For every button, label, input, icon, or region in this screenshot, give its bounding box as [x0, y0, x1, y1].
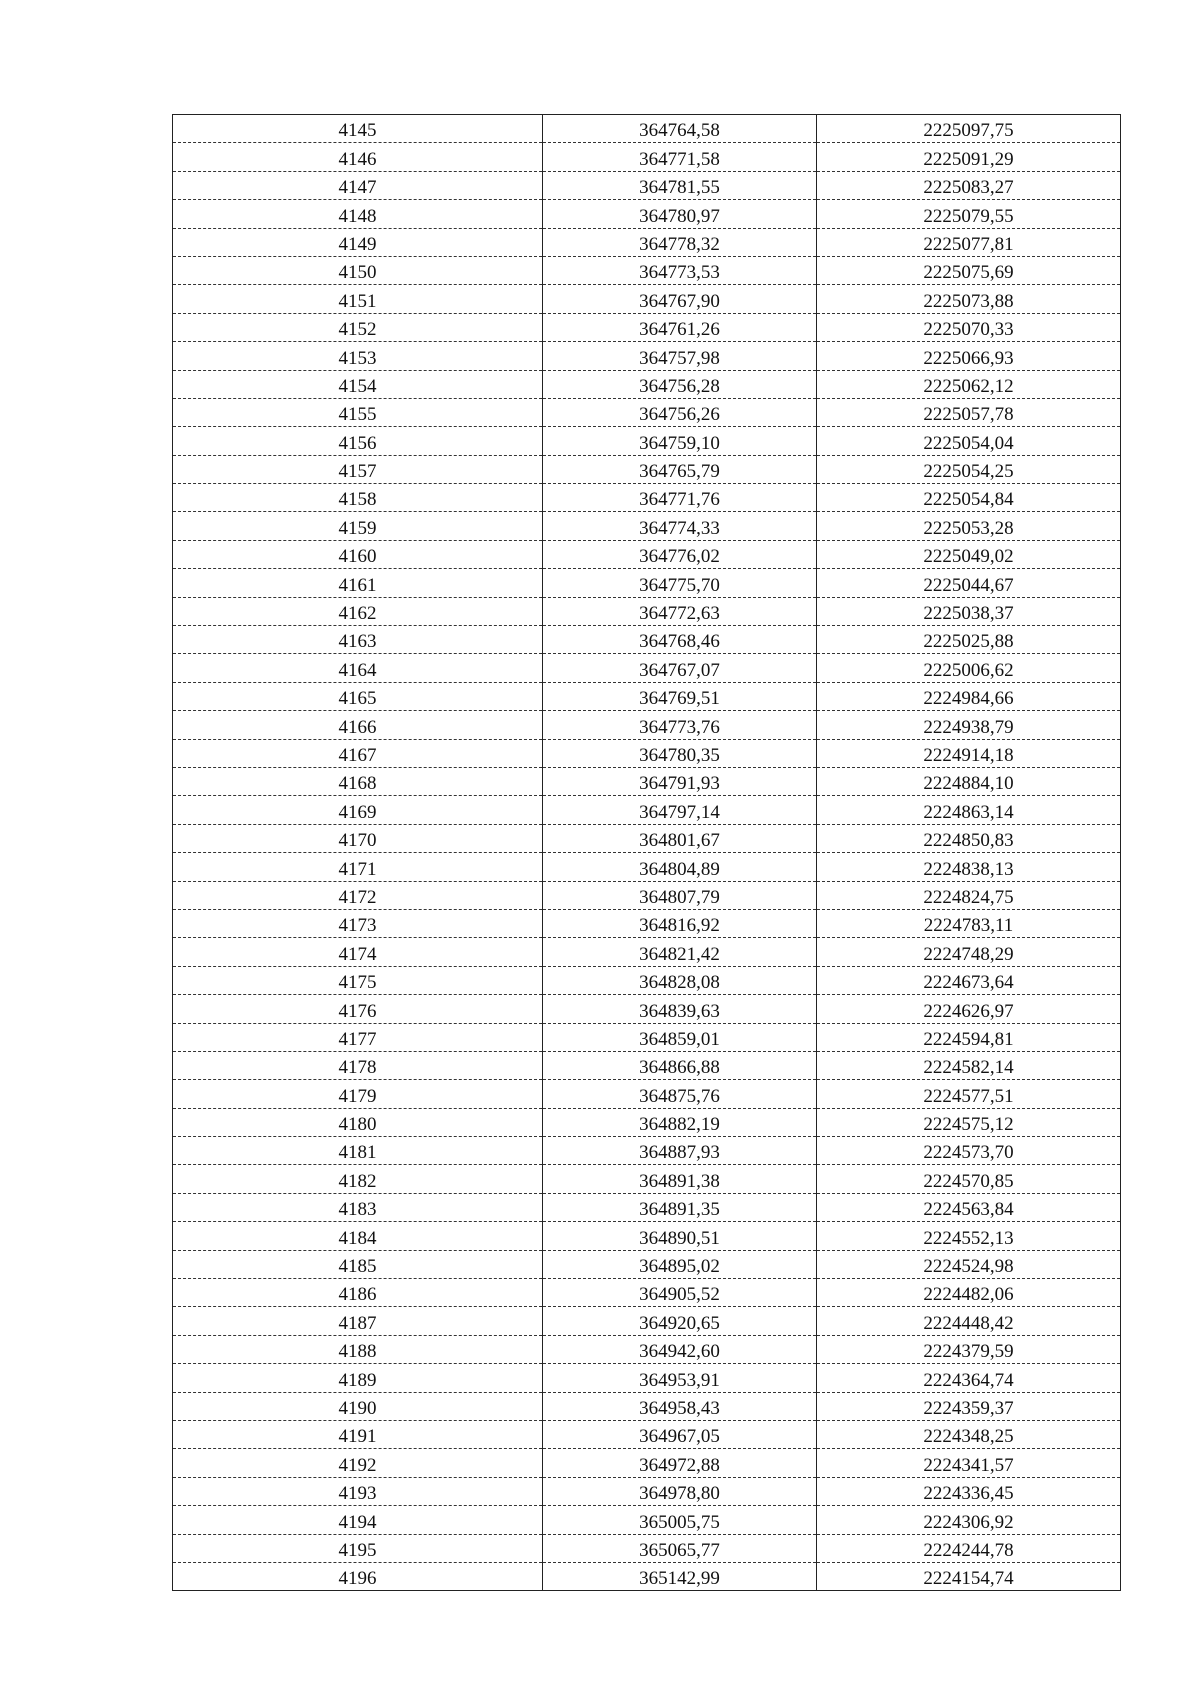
point-number-cell: 4188 — [173, 1335, 543, 1363]
y-coordinate-cell: 2225054,84 — [817, 484, 1121, 512]
point-number-cell: 4159 — [173, 512, 543, 540]
table-row — [173, 1279, 1121, 1307]
point-number-cell: 4190 — [173, 1392, 543, 1420]
table-row — [173, 285, 1121, 313]
y-coordinate-cell: 2224850,83 — [817, 824, 1121, 852]
point-number-cell: 4183 — [173, 1193, 543, 1221]
coordinates-table — [172, 114, 1121, 1591]
x-coordinate-cell: 365142,99 — [543, 1562, 817, 1590]
x-coordinate-cell: 364756,28 — [543, 370, 817, 398]
table-row — [173, 881, 1121, 909]
x-coordinate-cell: 364768,46 — [543, 626, 817, 654]
point-number-cell: 4182 — [173, 1165, 543, 1193]
x-coordinate-cell: 364816,92 — [543, 909, 817, 937]
point-number-cell: 4193 — [173, 1477, 543, 1505]
point-number-cell: 4164 — [173, 654, 543, 682]
x-coordinate-cell: 364887,93 — [543, 1137, 817, 1165]
table-row — [173, 995, 1121, 1023]
y-coordinate-cell: 2225053,28 — [817, 512, 1121, 540]
y-coordinate-cell: 2224552,13 — [817, 1222, 1121, 1250]
y-coordinate-cell: 2225091,29 — [817, 143, 1121, 171]
y-coordinate-cell: 2224482,06 — [817, 1279, 1121, 1307]
y-coordinate-cell: 2224364,74 — [817, 1364, 1121, 1392]
y-coordinate-cell: 2224348,25 — [817, 1420, 1121, 1448]
y-coordinate-cell: 2224824,75 — [817, 881, 1121, 909]
y-coordinate-cell: 2224838,13 — [817, 853, 1121, 881]
table-row — [173, 427, 1121, 455]
y-coordinate-cell: 2224575,12 — [817, 1108, 1121, 1136]
point-number-cell: 4180 — [173, 1108, 543, 1136]
table-row — [173, 1420, 1121, 1448]
table-row — [173, 1449, 1121, 1477]
table-row — [173, 569, 1121, 597]
y-coordinate-cell: 2224359,37 — [817, 1392, 1121, 1420]
y-coordinate-cell: 2225038,37 — [817, 597, 1121, 625]
y-coordinate-cell: 2224563,84 — [817, 1193, 1121, 1221]
y-coordinate-cell: 2224748,29 — [817, 938, 1121, 966]
x-coordinate-cell: 364801,67 — [543, 824, 817, 852]
table-row — [173, 540, 1121, 568]
table-row — [173, 767, 1121, 795]
y-coordinate-cell: 2224341,57 — [817, 1449, 1121, 1477]
x-coordinate-cell: 364807,79 — [543, 881, 817, 909]
point-number-cell: 4184 — [173, 1222, 543, 1250]
y-coordinate-cell: 2225057,78 — [817, 398, 1121, 426]
table-row — [173, 228, 1121, 256]
point-number-cell: 4185 — [173, 1250, 543, 1278]
point-number-cell: 4158 — [173, 484, 543, 512]
table-row — [173, 1335, 1121, 1363]
point-number-cell: 4181 — [173, 1137, 543, 1165]
y-coordinate-cell: 2225073,88 — [817, 285, 1121, 313]
point-number-cell: 4152 — [173, 313, 543, 341]
x-coordinate-cell: 364942,60 — [543, 1335, 817, 1363]
y-coordinate-cell: 2224673,64 — [817, 966, 1121, 994]
x-coordinate-cell: 364773,53 — [543, 256, 817, 284]
y-coordinate-cell: 2225066,93 — [817, 342, 1121, 370]
point-number-cell: 4151 — [173, 285, 543, 313]
y-coordinate-cell: 2224938,79 — [817, 711, 1121, 739]
coordinates-table-body — [173, 115, 1121, 1591]
y-coordinate-cell: 2224914,18 — [817, 739, 1121, 767]
x-coordinate-cell: 364920,65 — [543, 1307, 817, 1335]
point-number-cell: 4154 — [173, 370, 543, 398]
point-number-cell: 4194 — [173, 1506, 543, 1534]
point-number-cell: 4145 — [173, 115, 543, 143]
point-number-cell: 4169 — [173, 796, 543, 824]
point-number-cell: 4149 — [173, 228, 543, 256]
x-coordinate-cell: 364761,26 — [543, 313, 817, 341]
y-coordinate-cell: 2224884,10 — [817, 767, 1121, 795]
table-row — [173, 115, 1121, 143]
y-coordinate-cell: 2225054,04 — [817, 427, 1121, 455]
point-number-cell: 4166 — [173, 711, 543, 739]
table-row — [173, 1392, 1121, 1420]
point-number-cell: 4195 — [173, 1534, 543, 1562]
x-coordinate-cell: 364773,76 — [543, 711, 817, 739]
table-row — [173, 1165, 1121, 1193]
x-coordinate-cell: 364767,90 — [543, 285, 817, 313]
y-coordinate-cell: 2224582,14 — [817, 1051, 1121, 1079]
point-number-cell: 4191 — [173, 1420, 543, 1448]
x-coordinate-cell: 364859,01 — [543, 1023, 817, 1051]
x-coordinate-cell: 364767,07 — [543, 654, 817, 682]
y-coordinate-cell: 2224594,81 — [817, 1023, 1121, 1051]
x-coordinate-cell: 364866,88 — [543, 1051, 817, 1079]
x-coordinate-cell: 364780,35 — [543, 739, 817, 767]
table-row — [173, 1477, 1121, 1505]
table-row — [173, 597, 1121, 625]
x-coordinate-cell: 364978,80 — [543, 1477, 817, 1505]
point-number-cell: 4174 — [173, 938, 543, 966]
table-row — [173, 1222, 1121, 1250]
y-coordinate-cell: 2224524,98 — [817, 1250, 1121, 1278]
y-coordinate-cell: 2225054,25 — [817, 455, 1121, 483]
point-number-cell: 4156 — [173, 427, 543, 455]
table-row — [173, 1562, 1121, 1590]
table-row — [173, 1023, 1121, 1051]
table-row — [173, 1250, 1121, 1278]
point-number-cell: 4153 — [173, 342, 543, 370]
point-number-cell: 4196 — [173, 1562, 543, 1590]
table-row — [173, 909, 1121, 937]
point-number-cell: 4155 — [173, 398, 543, 426]
y-coordinate-cell: 2224570,85 — [817, 1165, 1121, 1193]
point-number-cell: 4160 — [173, 540, 543, 568]
x-coordinate-cell: 364778,32 — [543, 228, 817, 256]
point-number-cell: 4171 — [173, 853, 543, 881]
x-coordinate-cell: 364875,76 — [543, 1080, 817, 1108]
table-row — [173, 1137, 1121, 1165]
point-number-cell: 4189 — [173, 1364, 543, 1392]
y-coordinate-cell: 2224244,78 — [817, 1534, 1121, 1562]
x-coordinate-cell: 364756,26 — [543, 398, 817, 426]
x-coordinate-cell: 364797,14 — [543, 796, 817, 824]
table-row — [173, 455, 1121, 483]
x-coordinate-cell: 364958,43 — [543, 1392, 817, 1420]
table-row — [173, 1108, 1121, 1136]
x-coordinate-cell: 364895,02 — [543, 1250, 817, 1278]
table-row — [173, 398, 1121, 426]
table-row — [173, 853, 1121, 881]
table-row — [173, 682, 1121, 710]
x-coordinate-cell: 364780,97 — [543, 200, 817, 228]
point-number-cell: 4192 — [173, 1449, 543, 1477]
y-coordinate-cell: 2224306,92 — [817, 1506, 1121, 1534]
point-number-cell: 4150 — [173, 256, 543, 284]
point-number-cell: 4173 — [173, 909, 543, 937]
point-number-cell: 4176 — [173, 995, 543, 1023]
table-row — [173, 313, 1121, 341]
table-row — [173, 256, 1121, 284]
table-row — [173, 966, 1121, 994]
y-coordinate-cell: 2225097,75 — [817, 115, 1121, 143]
y-coordinate-cell: 2224626,97 — [817, 995, 1121, 1023]
x-coordinate-cell: 364839,63 — [543, 995, 817, 1023]
x-coordinate-cell: 364890,51 — [543, 1222, 817, 1250]
table-row — [173, 626, 1121, 654]
y-coordinate-cell: 2225077,81 — [817, 228, 1121, 256]
y-coordinate-cell: 2225006,62 — [817, 654, 1121, 682]
point-number-cell: 4147 — [173, 171, 543, 199]
x-coordinate-cell: 364781,55 — [543, 171, 817, 199]
y-coordinate-cell: 2225083,27 — [817, 171, 1121, 199]
y-coordinate-cell: 2224336,45 — [817, 1477, 1121, 1505]
x-coordinate-cell: 364828,08 — [543, 966, 817, 994]
x-coordinate-cell: 364905,52 — [543, 1279, 817, 1307]
table-row — [173, 796, 1121, 824]
x-coordinate-cell: 364891,38 — [543, 1165, 817, 1193]
x-coordinate-cell: 364771,58 — [543, 143, 817, 171]
table-row — [173, 171, 1121, 199]
y-coordinate-cell: 2224577,51 — [817, 1080, 1121, 1108]
y-coordinate-cell: 2225070,33 — [817, 313, 1121, 341]
y-coordinate-cell: 2224573,70 — [817, 1137, 1121, 1165]
table-row — [173, 711, 1121, 739]
point-number-cell: 4146 — [173, 143, 543, 171]
x-coordinate-cell: 364972,88 — [543, 1449, 817, 1477]
x-coordinate-cell: 364774,33 — [543, 512, 817, 540]
x-coordinate-cell: 365065,77 — [543, 1534, 817, 1562]
point-number-cell: 4162 — [173, 597, 543, 625]
table-row — [173, 1080, 1121, 1108]
point-number-cell: 4186 — [173, 1279, 543, 1307]
y-coordinate-cell: 2224863,14 — [817, 796, 1121, 824]
table-row — [173, 370, 1121, 398]
point-number-cell: 4179 — [173, 1080, 543, 1108]
point-number-cell: 4178 — [173, 1051, 543, 1079]
y-coordinate-cell: 2224379,59 — [817, 1335, 1121, 1363]
y-coordinate-cell: 2224448,42 — [817, 1307, 1121, 1335]
table-row — [173, 1364, 1121, 1392]
x-coordinate-cell: 364791,93 — [543, 767, 817, 795]
y-coordinate-cell: 2224783,11 — [817, 909, 1121, 937]
point-number-cell: 4161 — [173, 569, 543, 597]
x-coordinate-cell: 364757,98 — [543, 342, 817, 370]
x-coordinate-cell: 364967,05 — [543, 1420, 817, 1448]
table-row — [173, 824, 1121, 852]
table-row — [173, 512, 1121, 540]
table-row — [173, 1534, 1121, 1562]
x-coordinate-cell: 364804,89 — [543, 853, 817, 881]
y-coordinate-cell: 2225025,88 — [817, 626, 1121, 654]
table-row — [173, 654, 1121, 682]
x-coordinate-cell: 364953,91 — [543, 1364, 817, 1392]
x-coordinate-cell: 364759,10 — [543, 427, 817, 455]
table-row — [173, 1051, 1121, 1079]
x-coordinate-cell: 364821,42 — [543, 938, 817, 966]
point-number-cell: 4165 — [173, 682, 543, 710]
x-coordinate-cell: 364772,63 — [543, 597, 817, 625]
x-coordinate-cell: 364891,35 — [543, 1193, 817, 1221]
table-row — [173, 938, 1121, 966]
point-number-cell: 4175 — [173, 966, 543, 994]
y-coordinate-cell: 2225049,02 — [817, 540, 1121, 568]
table-row — [173, 484, 1121, 512]
y-coordinate-cell: 2224154,74 — [817, 1562, 1121, 1590]
x-coordinate-cell: 364776,02 — [543, 540, 817, 568]
x-coordinate-cell: 364775,70 — [543, 569, 817, 597]
x-coordinate-cell: 364764,58 — [543, 115, 817, 143]
table-row — [173, 739, 1121, 767]
x-coordinate-cell: 364882,19 — [543, 1108, 817, 1136]
x-coordinate-cell: 364765,79 — [543, 455, 817, 483]
point-number-cell: 4177 — [173, 1023, 543, 1051]
point-number-cell: 4148 — [173, 200, 543, 228]
table-row — [173, 200, 1121, 228]
point-number-cell: 4167 — [173, 739, 543, 767]
point-number-cell: 4170 — [173, 824, 543, 852]
table-row — [173, 1506, 1121, 1534]
point-number-cell: 4163 — [173, 626, 543, 654]
point-number-cell: 4172 — [173, 881, 543, 909]
y-coordinate-cell: 2225062,12 — [817, 370, 1121, 398]
y-coordinate-cell: 2225075,69 — [817, 256, 1121, 284]
y-coordinate-cell: 2225079,55 — [817, 200, 1121, 228]
point-number-cell: 4168 — [173, 767, 543, 795]
table-row — [173, 342, 1121, 370]
point-number-cell: 4187 — [173, 1307, 543, 1335]
x-coordinate-cell: 365005,75 — [543, 1506, 817, 1534]
table-row — [173, 1307, 1121, 1335]
x-coordinate-cell: 364771,76 — [543, 484, 817, 512]
table-row — [173, 1193, 1121, 1221]
point-number-cell: 4157 — [173, 455, 543, 483]
y-coordinate-cell: 2224984,66 — [817, 682, 1121, 710]
x-coordinate-cell: 364769,51 — [543, 682, 817, 710]
table-row — [173, 143, 1121, 171]
y-coordinate-cell: 2225044,67 — [817, 569, 1121, 597]
